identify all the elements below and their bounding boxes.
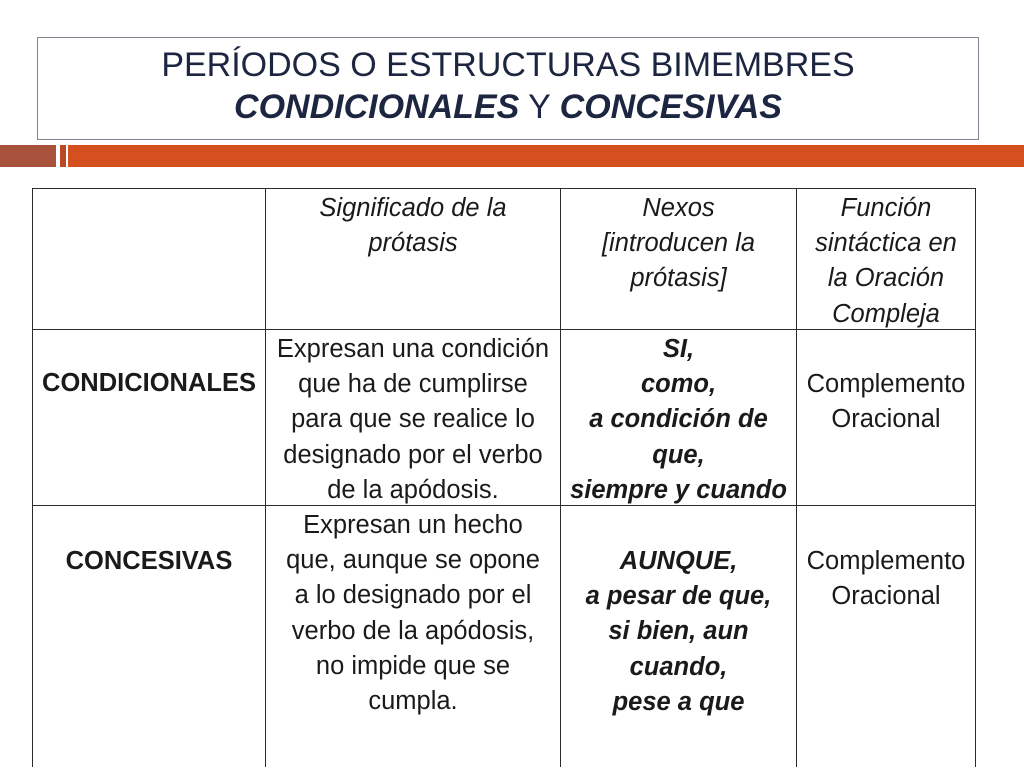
meaning-line: que ha de cumplirse (298, 370, 528, 399)
row-label-condicionales (33, 330, 266, 506)
nexo-line: si bien, aun (608, 617, 749, 646)
meaning-line: verbo de la apódosis, (291, 616, 535, 645)
function-line: Complemento (806, 547, 966, 575)
function-line: Complemento (806, 370, 966, 398)
meaning-line: que, aunque se opone (286, 546, 540, 575)
function-line: Oracional (831, 582, 941, 611)
row-label-text: CONDICIONALES (42, 369, 256, 397)
cell-function-condicionales (797, 330, 976, 506)
title-line-1: PERÍODOS O ESTRUCTURAS BIMEMBRES (161, 46, 855, 84)
title-line-2 (38, 86, 978, 128)
decorative-bar-left (0, 145, 56, 167)
cell-meaning-concesivas (266, 506, 561, 767)
header-line: la Oración (827, 264, 945, 293)
nexo-line: que, (652, 440, 705, 469)
header-line: Compleja (832, 299, 940, 328)
row-label-text: CONCESIVAS (65, 547, 233, 575)
nexo-line: a pesar de que, (585, 582, 772, 611)
meaning-line: cumpla. (368, 687, 458, 716)
header-line: Nexos (642, 194, 715, 222)
decorative-bar-accent (68, 145, 1024, 167)
title-box (37, 37, 979, 140)
nexo-line: SI, (662, 335, 695, 363)
nexo-line: como, (640, 370, 717, 399)
nexo-line: cuando, (629, 652, 728, 681)
nexo-line: pese a que (612, 687, 745, 716)
header-line: prótasis (368, 229, 458, 258)
nexo-line: AUNQUE, (619, 547, 738, 575)
header-nexos (561, 189, 797, 330)
cell-meaning-condicionales (266, 330, 561, 506)
meaning-line: no impide que se (315, 651, 511, 680)
function-line: Oracional (831, 405, 941, 434)
meaning-line: designado por el verbo (283, 440, 543, 469)
header-line: prótasis] (630, 264, 727, 293)
cell-function-concesivas (797, 506, 976, 767)
comparison-table (32, 188, 976, 767)
meaning-line: de la apódosis. (327, 475, 499, 504)
row-label-concesivas (33, 506, 266, 767)
title-word-concesivas: CONCESIVAS (559, 88, 782, 126)
cell-nexos-concesivas (561, 506, 797, 767)
nexo-line: siempre y cuando (570, 475, 787, 504)
decorative-bar-notch (60, 145, 66, 167)
meaning-line: a lo designado por el (294, 581, 532, 610)
cell-nexos-condicionales (561, 330, 797, 506)
title-word-y: Y (528, 88, 551, 126)
header-funcion (797, 189, 976, 330)
meaning-line: Expresan una condición (276, 335, 550, 363)
header-line: Significado de la (319, 194, 507, 222)
title-word-condicionales: CONDICIONALES (234, 88, 520, 126)
meaning-line: para que se realice lo (291, 405, 535, 434)
meaning-line: Expresan un hecho (303, 511, 523, 539)
header-line: sintáctica en (815, 229, 957, 258)
header-line: [introducen la (601, 229, 756, 258)
header-significado (266, 189, 561, 330)
nexo-line: a condición de (589, 405, 768, 434)
header-empty-cell (33, 189, 266, 330)
header-line: Función (840, 194, 932, 222)
